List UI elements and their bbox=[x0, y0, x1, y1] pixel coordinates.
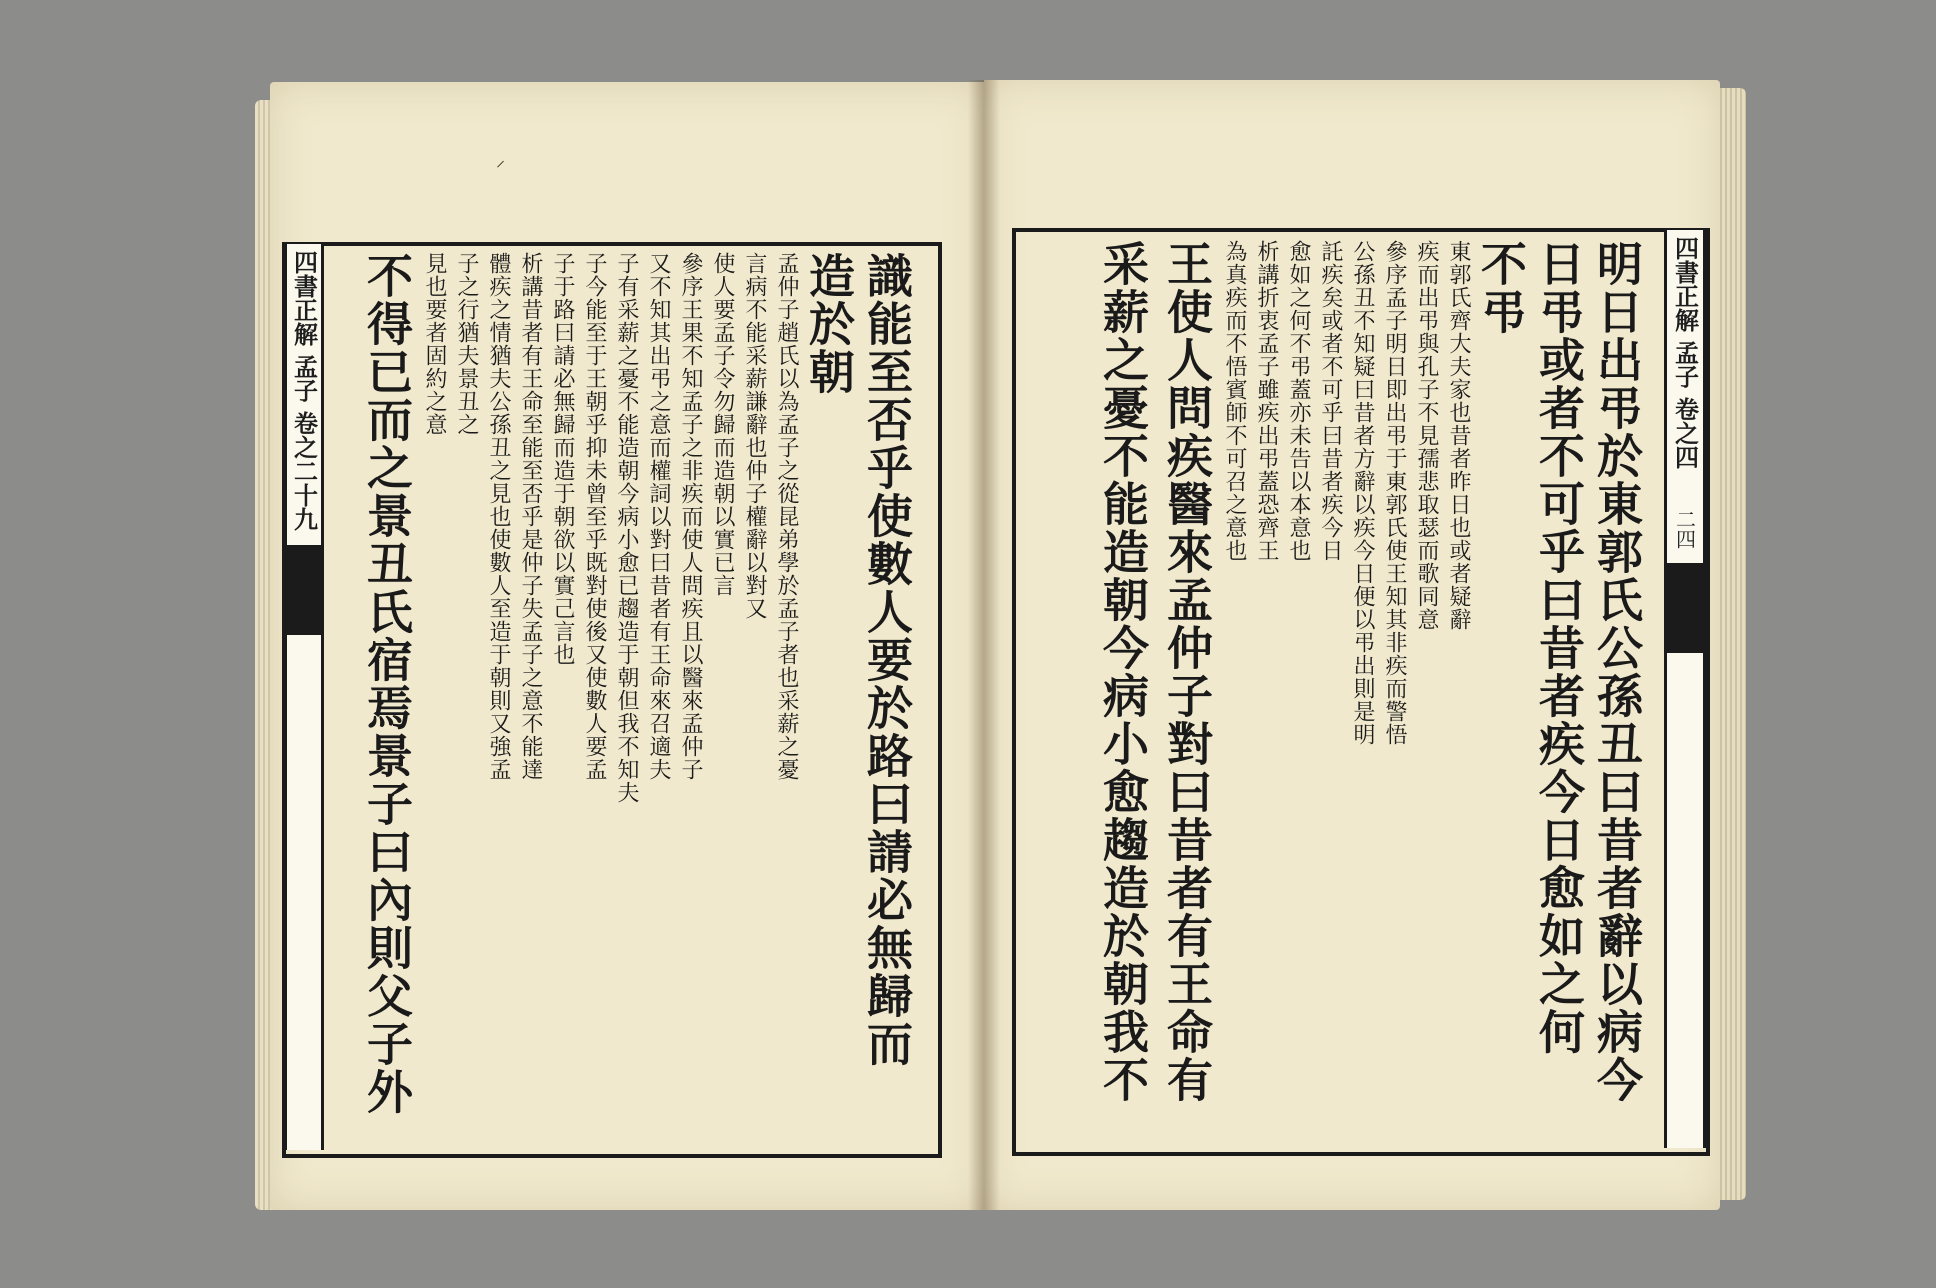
right-large-col-5: 采薪之憂不能造朝今病小愈趨造於朝我不 bbox=[1096, 240, 1150, 1104]
left-commentary-9: 析講昔者有王命至能至否乎是仲子失孟子之意不能達 bbox=[518, 252, 543, 781]
left-band-block bbox=[287, 545, 321, 635]
right-commentary-6: 愈如之何不弔蓋亦未告以本意也 bbox=[1286, 240, 1311, 562]
right-commentary-1: 東郭氏齊大夫家也昔者昨日也或者疑辭 bbox=[1446, 240, 1471, 631]
right-text-block bbox=[1094, 240, 1646, 1130]
left-text-block bbox=[352, 252, 916, 1132]
left-commentary-2: 言病不能采薪謙辭也仲子權辭以對又 bbox=[742, 252, 767, 620]
left-large-col-3: 不得已而之景丑氏宿焉景子曰內則父子外 bbox=[360, 252, 414, 1116]
right-commentary-4: 公孫丑不知疑曰昔者方辭以疾今日便以弔出則是明 bbox=[1350, 240, 1375, 746]
book-gutter bbox=[968, 80, 1000, 1210]
left-commentary-12: 見也要者固約之意 bbox=[422, 252, 447, 436]
right-header-title: 四書正解 孟子 卷之四 bbox=[1670, 236, 1700, 469]
left-commentary-6: 子有采薪之憂不能造朝今病小愈已趨造于朝但我不知夫 bbox=[614, 252, 639, 804]
right-commentary-5: 託疾矣或者不可乎曰昔者疾今日 bbox=[1318, 240, 1343, 562]
right-large-col-4: 王使人問疾醫來孟仲子對曰昔者有王命有 bbox=[1160, 240, 1214, 1104]
page-number: 二四 bbox=[1672, 508, 1697, 549]
left-commentary-4: 參序王果不知孟子之非疾而使人問疾且以醫來孟仲子 bbox=[678, 252, 703, 781]
left-header-title: 四書正解 孟子 卷之二十九 bbox=[289, 250, 319, 531]
left-commentary-11: 子之行猶夫景丑之 bbox=[454, 252, 479, 436]
right-commentary-8: 為真疾而不悟賓師不可召之意也 bbox=[1222, 240, 1247, 562]
paper-stain: ⸝ bbox=[496, 150, 505, 171]
left-header-band bbox=[284, 244, 324, 1150]
left-commentary-1: 孟仲子趙氏以為孟子之從昆弟學於孟子者也采薪之憂 bbox=[774, 252, 799, 781]
right-band-block bbox=[1667, 563, 1703, 653]
left-large-col-2: 造於朝 bbox=[802, 252, 856, 396]
left-commentary-5: 又不知其出弔之意而權詞以對曰昔者有王命來召適夫 bbox=[646, 252, 671, 781]
right-large-col-2: 日弔或者不可乎曰昔者疾今日愈如之何 bbox=[1532, 240, 1586, 1056]
right-large-col-1: 明日出弔於東郭氏公孫丑曰昔者辭以病今 bbox=[1590, 240, 1644, 1104]
right-commentary-3: 參序孟子明日即出弔于東郭氏使王知其非疾而警悟 bbox=[1382, 240, 1407, 746]
right-commentary-2: 疾而出弔與孔子不見孺悲取瑟而歌同意 bbox=[1414, 240, 1439, 631]
left-commentary-10: 體疾之情猶夫公孫丑之見也使數人至造于朝則又強孟 bbox=[486, 252, 511, 781]
left-commentary-7: 子今能至于王朝乎抑未曾至乎既對使後又使數人要孟 bbox=[582, 252, 607, 781]
right-header-band bbox=[1664, 230, 1706, 1148]
left-large-col-1: 識能至否乎使數人要於路曰請必無歸而 bbox=[860, 252, 914, 1068]
right-large-col-3: 不弔 bbox=[1474, 240, 1528, 336]
right-commentary-7: 析講折衷孟子雖疾出弔蓋恐齊王 bbox=[1254, 240, 1279, 562]
left-commentary-3: 使人要孟子令勿歸而造朝以實已言 bbox=[710, 252, 735, 597]
left-commentary-8: 子于路曰請必無歸而造于朝欲以實己言也 bbox=[550, 252, 575, 666]
